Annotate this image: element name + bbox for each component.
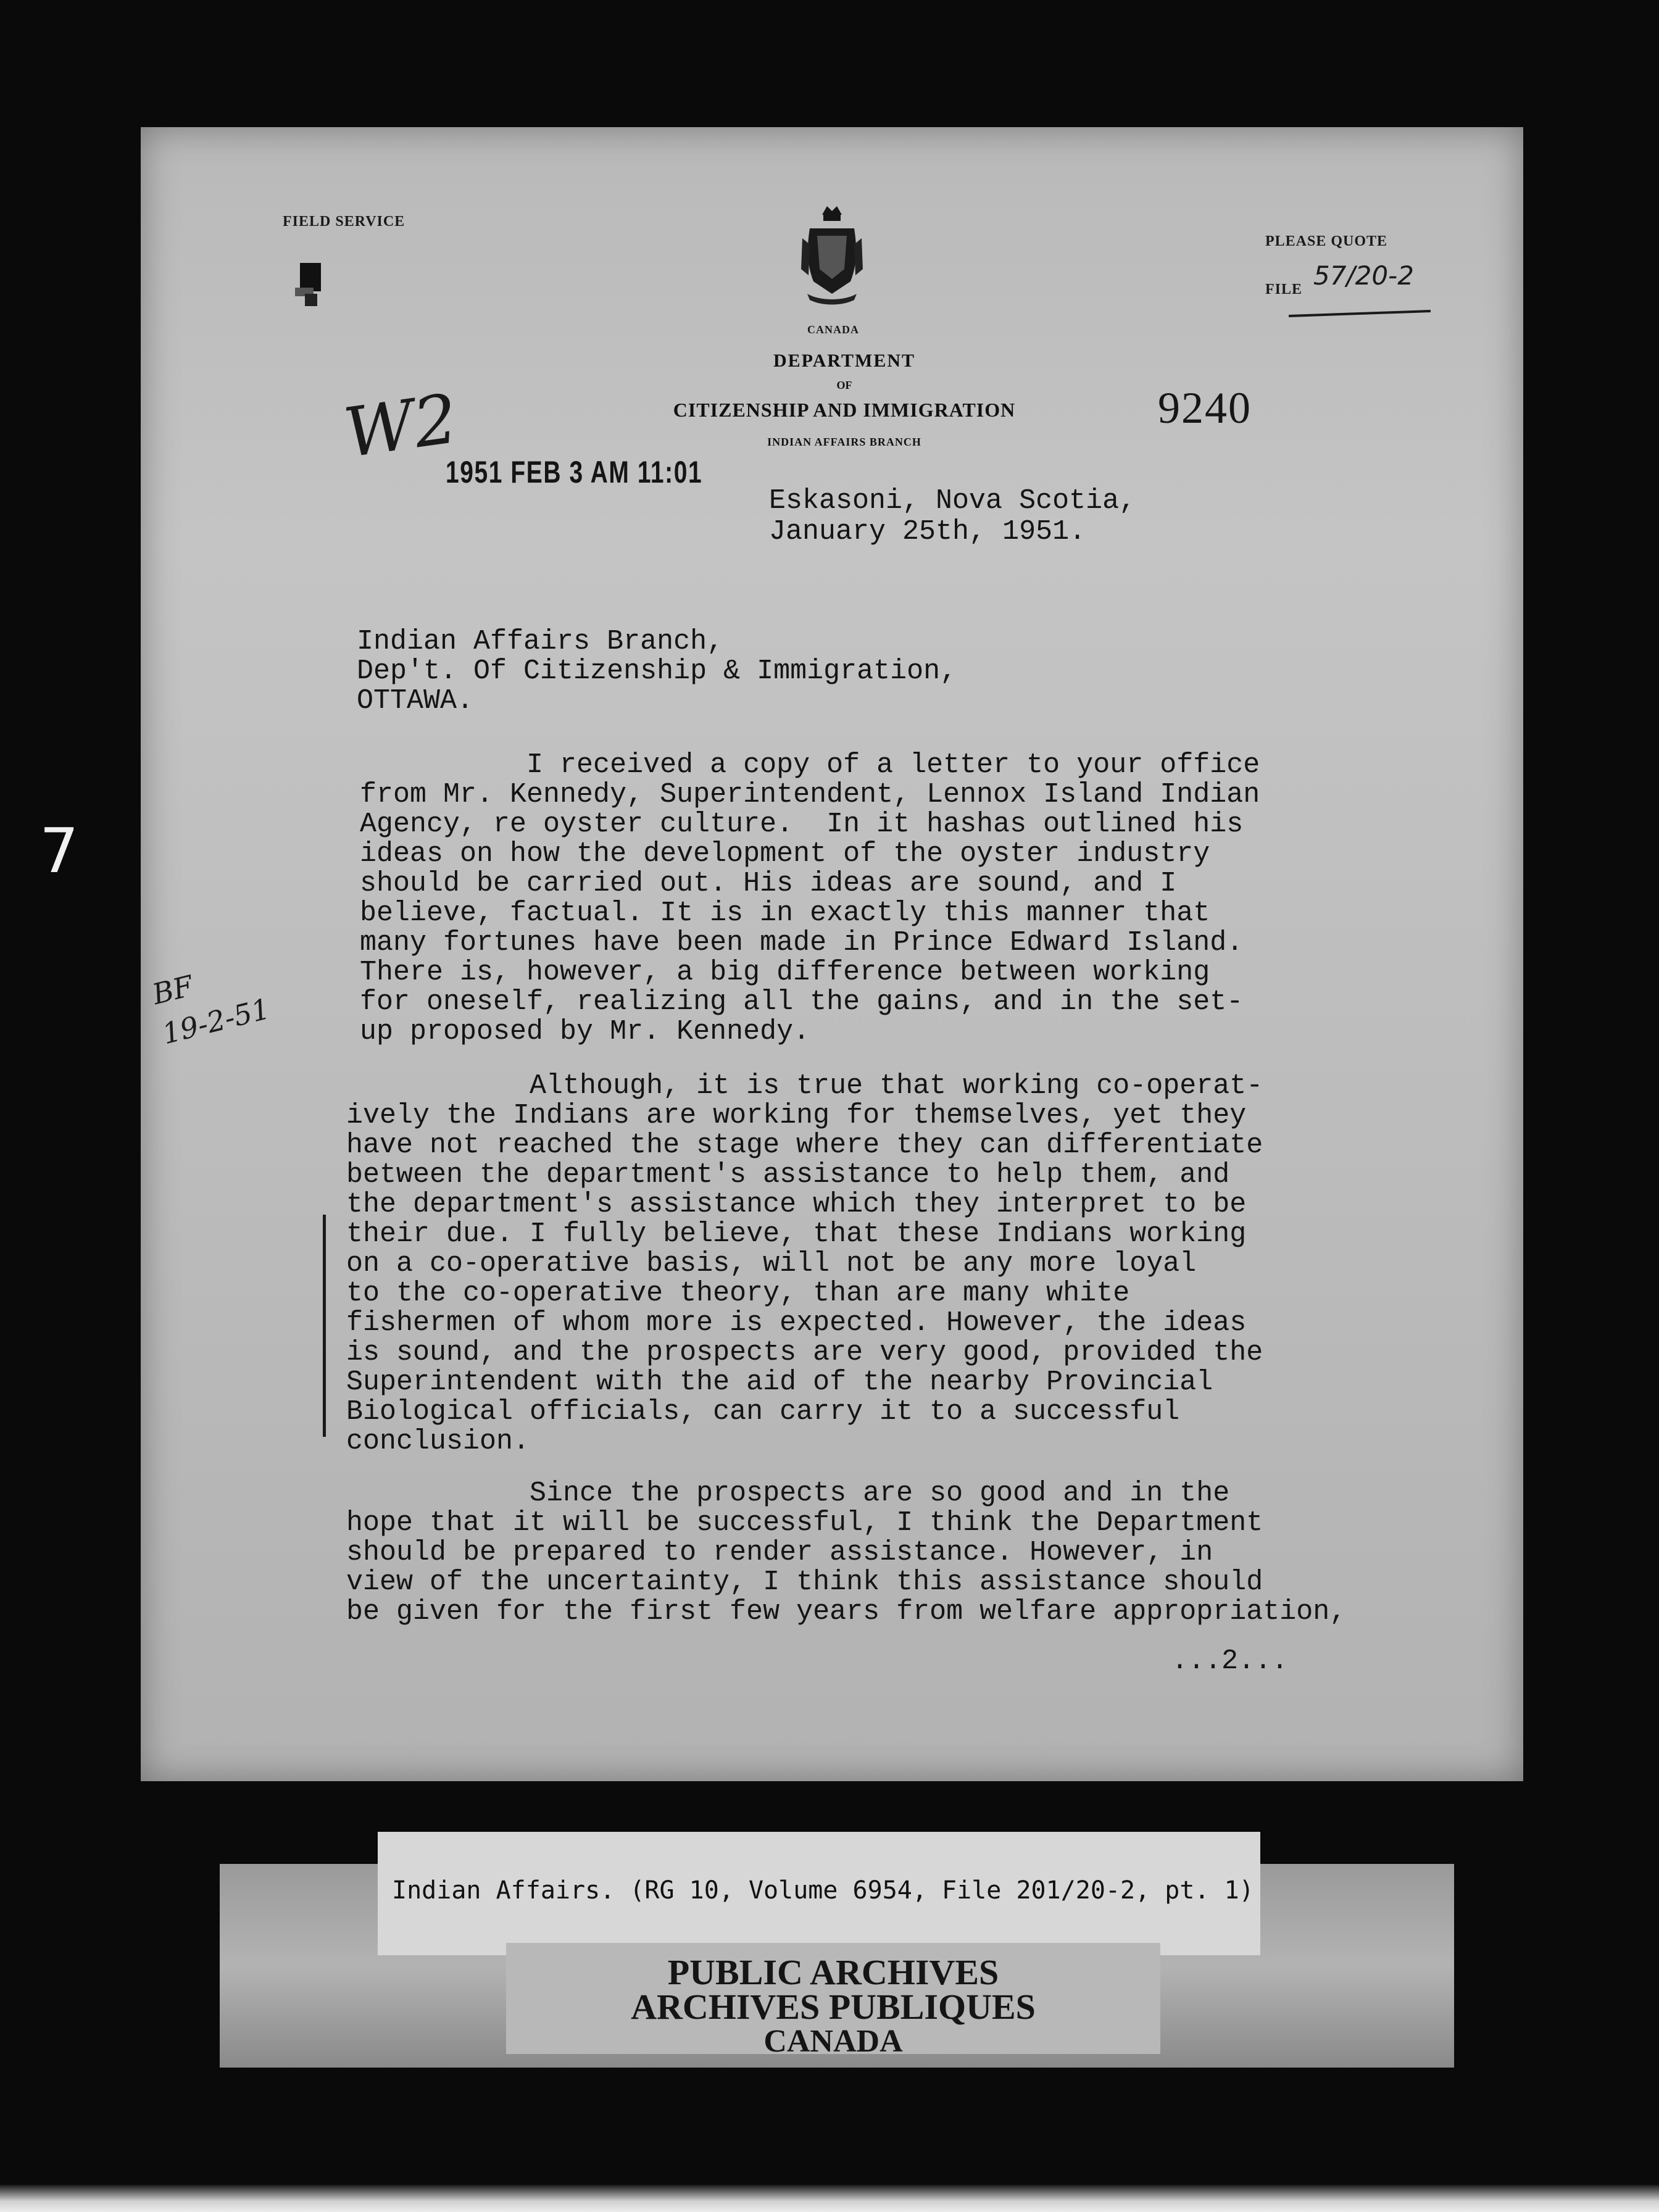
received-date-stamp: 1951 FEB 3 AM 11:01	[446, 455, 703, 489]
margin-sideline	[323, 1215, 326, 1437]
department-of: OF	[836, 379, 852, 391]
archive-stamp-line-1: PUBLIC ARCHIVES	[667, 1952, 999, 1992]
film-edge-glare	[0, 2185, 1659, 2212]
file-label: FILE	[1265, 281, 1303, 297]
crest-caption: CANADA	[807, 323, 859, 336]
letter-paragraph-1: I received a copy of a letter to your office from Mr. Kennedy, Superintendent, Lennox Island Indian Agency, re oyster culture. In it hashas outlined his ideas on how the development of the oyster industry should be carried out. His ideas are sound, and I believe, factual. It is in exactly this manner that many fortunes have been made in Prince Edward Island. There is, however, a big difference between working for oneself, realizing all the gains, and in the set- up proposed by Mr. Kennedy.	[360, 749, 1260, 1047]
canada-coat-of-arms-icon	[795, 201, 869, 306]
letter-paragraph-3: Since the prospects are so good and in the hope that it will be successful, I think the Department should be prepared to render assistance. However, in view of the uncertainty, I think this assistance should be given for the first few years from welfare appropriation,	[346, 1478, 1347, 1628]
department-heading: DEPARTMENT	[773, 351, 916, 371]
field-service-label: FIELD SERVICE	[283, 214, 405, 230]
page-continuation: ...2...	[1171, 1645, 1289, 1677]
letter-addressee: Indian Affairs Branch, Dep't. Of Citizenship & Immigration, OTTAWA.	[357, 626, 957, 717]
ink-blot-mark	[283, 257, 338, 312]
archive-stamp-line-2: ARCHIVES PUBLIQUES	[631, 1987, 1036, 2027]
ministry-name: CITIZENSHIP AND IMMIGRATION	[673, 399, 1016, 421]
please-quote-label: PLEASE QUOTE	[1265, 233, 1388, 249]
reference-number: 9240	[1158, 383, 1252, 433]
margin-mark: 7	[40, 815, 79, 887]
branch-name: INDIAN AFFAIRS BRANCH	[767, 436, 921, 448]
archive-reference: Indian Affairs. (RG 10, Volume 6954, File 201/20-2, pt. 1)	[392, 1876, 1254, 1905]
file-underline	[1289, 310, 1431, 317]
archive-stamp-line-3: CANADA	[763, 2024, 903, 2059]
handwritten-initials: W2	[339, 378, 463, 473]
letter-date: January 25th, 1951.	[769, 516, 1086, 547]
letter-place: Eskasoni, Nova Scotia,	[769, 485, 1136, 517]
letter-paragraph-2: Although, it is true that working co-operat- ively the Indians are working for themselves, yet they have not reached the stage where they can differentiate between the department's assistance to help them, and the department's assistance which they interpret to be their due. I fully believe, that these Indians working on a co-operative basis, will not be any more loyal to the co-operative theory, than are many white fishermen of whom more is expected. However, the ideas is sound, and the prospects are very good, provided the Superintendent with the aid of the nearby Provincial Biological officials, can carry it to a successful conclusion.	[346, 1070, 1263, 1457]
letter-page	[141, 127, 1523, 1781]
file-number: 57/20-2	[1313, 260, 1414, 291]
margin-handwritten-note: BF 19-2-51	[149, 968, 273, 1051]
